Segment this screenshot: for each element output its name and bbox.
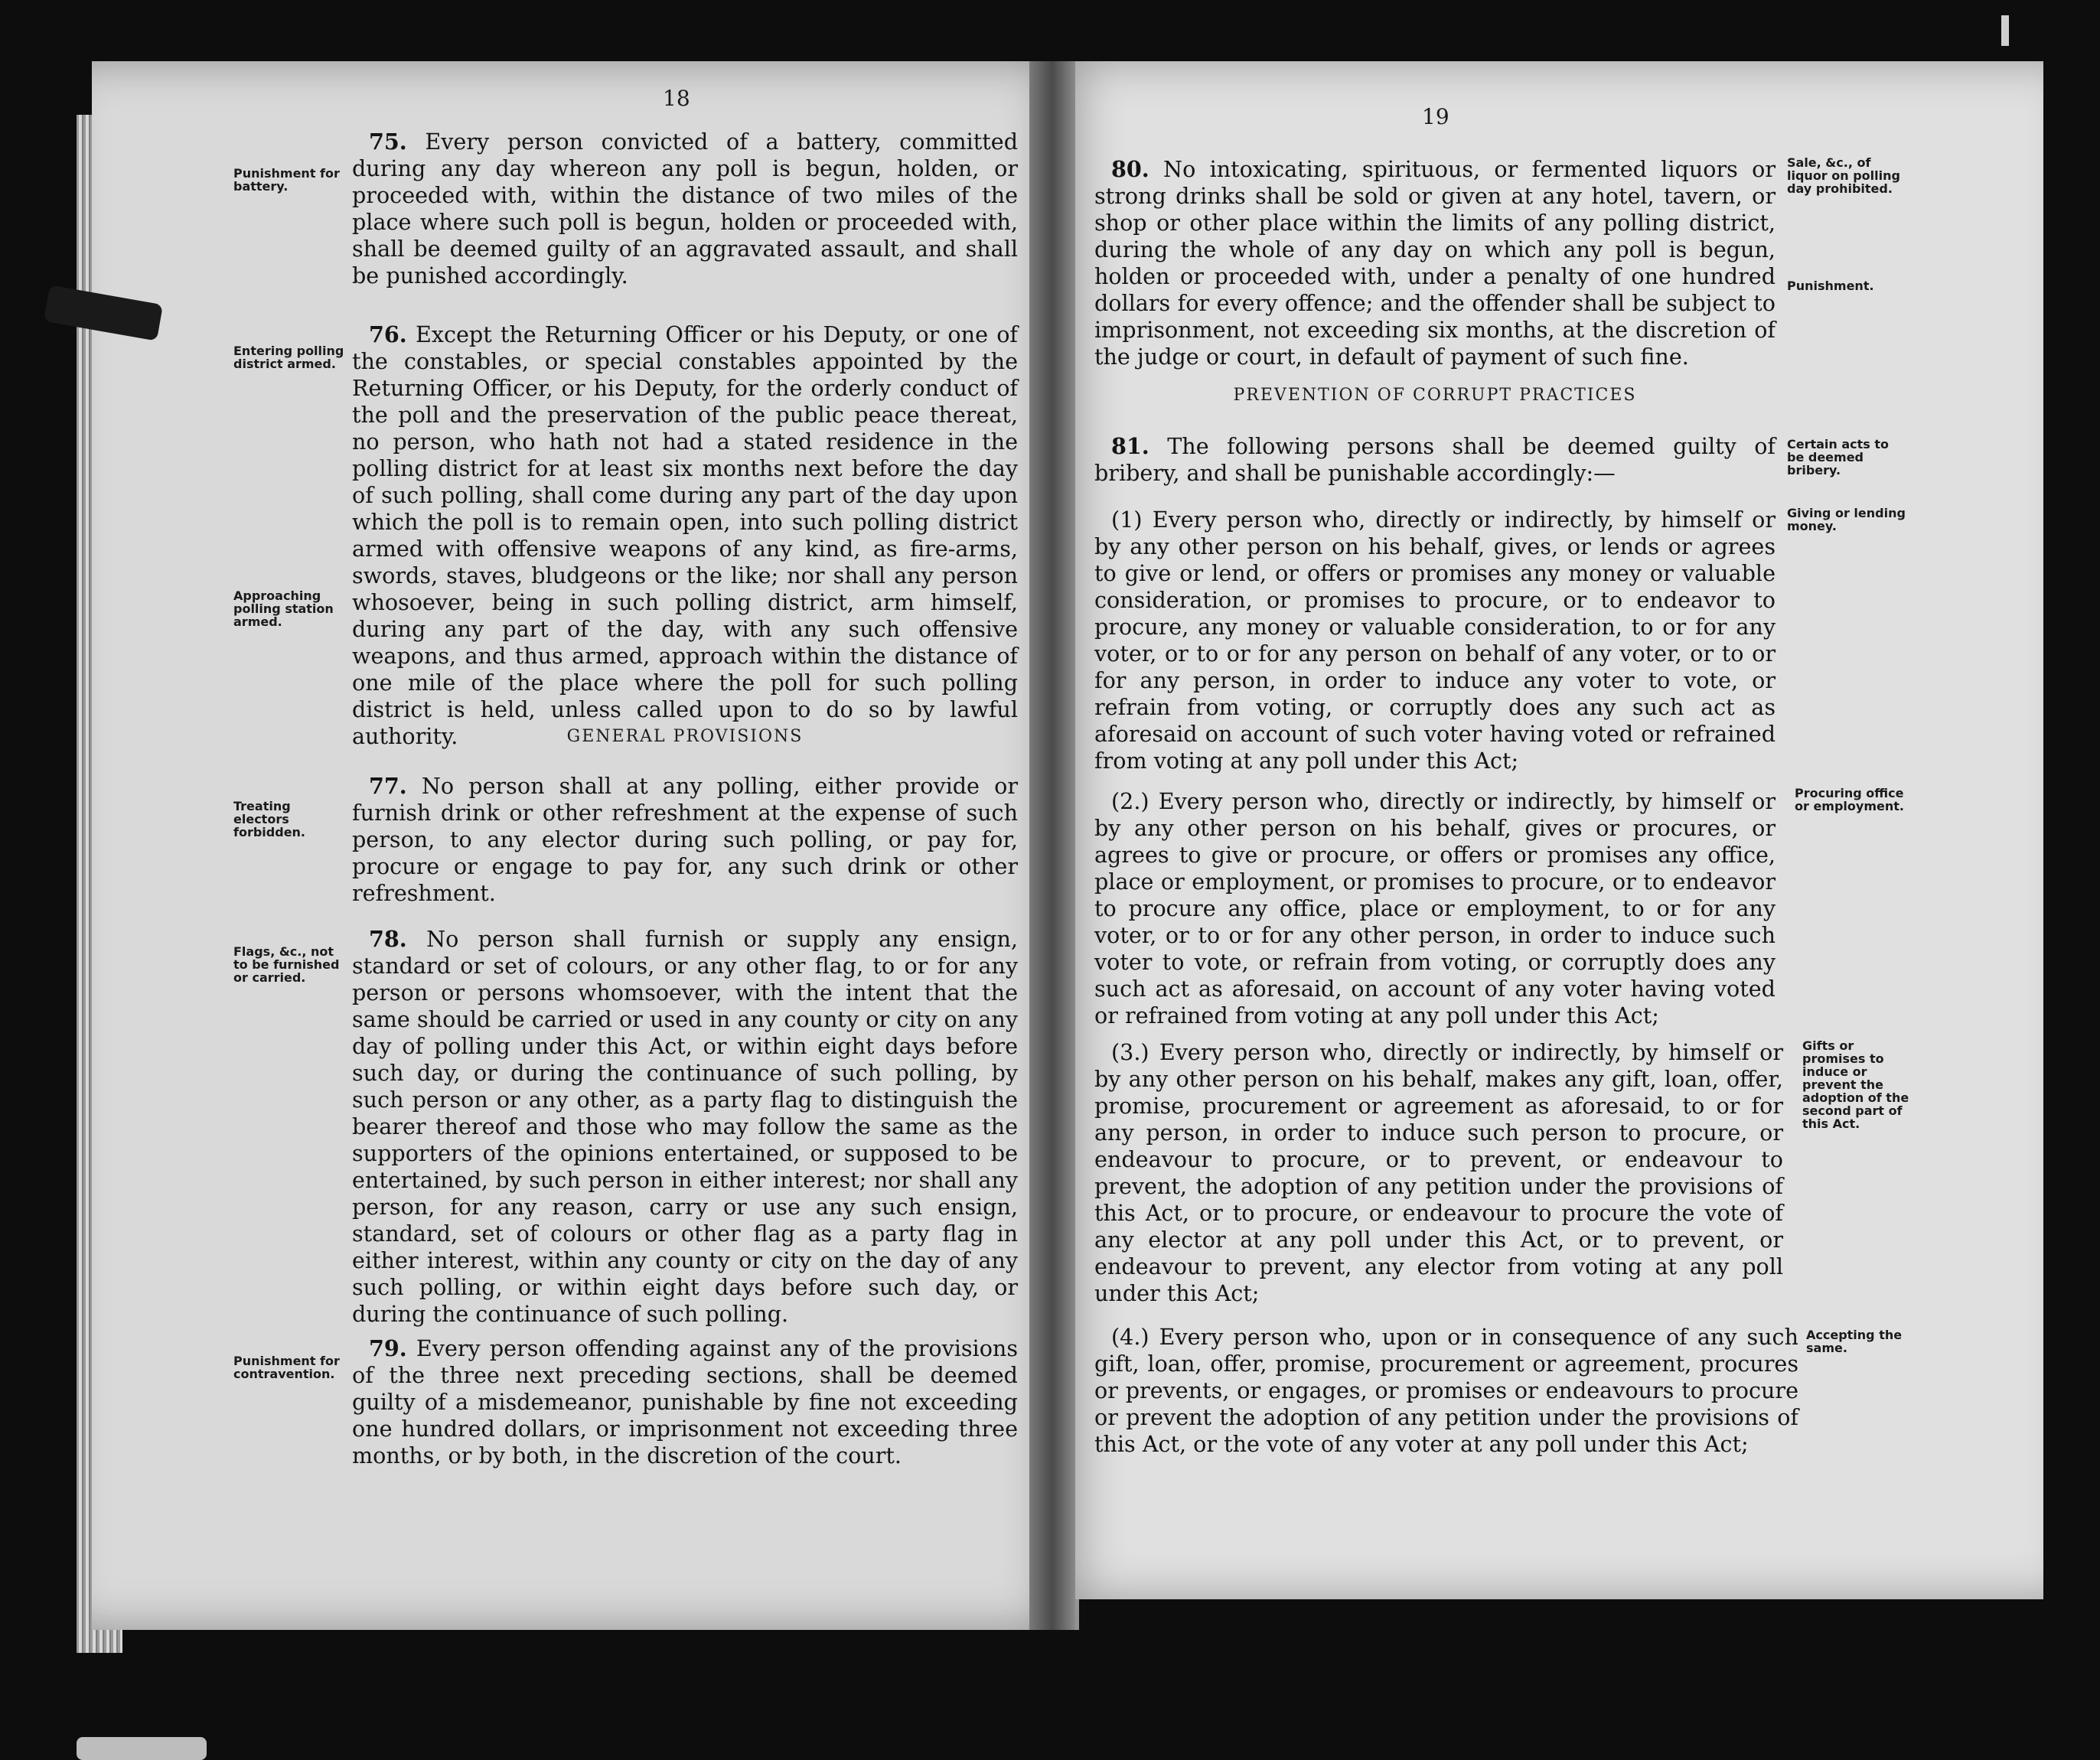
section-text: No person shall furnish or supply any ensign, standard or set of colours, or any other flag, to or for any person or persons whomsoever, with the intent that the same should be carried or used in any county or city on any day of polling under this Act, or within eight days before such day, or during the continuance of such polling, by such person or any other, as a party flag to distinguish the bearer thereof and those who may follow the same as the supporters of the opinions entertained, or supposed to be entertained, by such person in either interest; nor shall any person, for any reason, carry or use any such ensign, standard, set of colours or other flag as a party flag in either interest, within any county or city on the day of any such polling, or within eight days before such day, or during the continuance of such polling. (352, 926, 1018, 1327)
section-78 (352, 926, 1018, 1328)
clause-label: (3.) (1111, 1039, 1149, 1065)
section-number: 79. (369, 1335, 407, 1361)
heading-general-provisions: GENERAL PROVISIONS (566, 727, 804, 746)
clause-1 (1094, 507, 1776, 774)
margin-note-entering-armed: Entering polling district armed. (233, 344, 344, 371)
section-number: 81. (1111, 433, 1149, 459)
clause-text: Every person who, directly or indirectly, by himself or by any other person on his behalf, makes any gift, loan, offer, promise, procurement or agreement as aforesaid, to or for any person, in order to induce such person to procure, or endeavour to procure, or to prevent, or endeavour to prevent, the adoption of any petition under the provisions of this Act, or to procure, or endeavour to procure the vote of any elector at any poll under this Act, or to prevent, or endeavour to prevent, any elector from voting at any poll under this Act; (1094, 1039, 1783, 1306)
clause-label: (2.) (1111, 788, 1149, 814)
margin-note-approaching-armed: Approaching polling station armed. (233, 588, 334, 629)
margin-note-accepting: Accepting the same. (1806, 1328, 1903, 1355)
clause-text: Every person who, upon or in consequence of any such gift, loan, offer, promise, procurement or agreement, procures or prevents, or engages, or promises or endeavours to procure or prevent the adoption of any petition under the provisions of this Act, or the vote of any voter at any poll under this Act; (1094, 1324, 1798, 1457)
section-text: Every person offending against any of the provisions of the three next preceding sections, shall be deemed guilty of a misdemeanor, punishable by fine not exceeding one hundred dollars, or imprisonment not exceeding three months, or by both, in the discretion of the court. (352, 1335, 1019, 1468)
margin-note-gifts-promises: Gifts or promises to induce or prevent the adoption of the second part of this Act. (1802, 1038, 1909, 1131)
margin-note-treating-electors: Treating electors forbidden. (233, 799, 306, 839)
margin-note-giving-money: Giving or lending money. (1787, 506, 1906, 533)
clause-3 (1094, 1039, 1783, 1307)
section-number: 78. (369, 926, 407, 952)
section-text: Every person convicted of a battery, committed during any day whereon any poll is begun, holden, or proceeded with, within the distance of two miles of the place where such poll is begun, holden or proceeded with, shall be deemed guilty of an aggravated assault, and shall be punished accordingly. (352, 129, 1018, 288)
corner-mark (2001, 15, 2009, 46)
margin-note-punishment: Punishment. (1787, 279, 1874, 293)
section-75 (352, 129, 1018, 289)
section-text: The following persons shall be deemed guilty of bribery, and shall be punishable accordingly:— (1094, 433, 1776, 486)
margin-note-flags: Flags, &c., not to be furnished or carried. (233, 944, 340, 985)
book-gutter (1029, 61, 1075, 1630)
page-number-left: 18 (663, 86, 690, 111)
heading-corrupt-practices: PREVENTION OF CORRUPT PRACTICES (1233, 386, 1637, 405)
section-text: Except the Returning Officer or his Deputy, or one of the constables, or special constables appointed by the Returning Officer, or his Deputy, for the orderly conduct of the poll and the preservation of the public peace thereat, no person, who hath not had a stated residence in the polling district for at least six months next before the day of such polling, shall come during any part of the day upon which the poll is to remain open, into such polling district armed with offensive weapons of any kind, as fire-arms, swords, staves, bludgeons or the like; nor shall any person whosoever, being in such polling district, arm himself, during any part of the day, with any such offensive weapons, and thus armed, approach within the distance of one mile of the place where the poll for such polling district is held, unless called upon to do so by lawful authority. (352, 321, 1018, 749)
clause-text: Every person who, directly or indirectly, by himself or by any other person on his behalf, gives or procures, or agrees to give or procure, or offers or promises any office, place or employment, or promises to procure, or to endeavor to procure any office, place or employment, to or for any voter, or to or for any other person, in order to induce such voter to vote, or refrain from voting, or corruptly does any such act as aforesaid, on account of any voter having voted or refrained from voting at any poll under this Act; (1094, 788, 1776, 1028)
margin-note-procuring-office: Procuring office or employment. (1795, 786, 1904, 813)
clause-label: (1) (1111, 507, 1143, 533)
section-number: 80. (1111, 156, 1149, 182)
section-number: 75. (369, 129, 407, 155)
section-81 (1094, 433, 1776, 487)
clause-text: Every person who, directly or indirectly, by himself or by any other person on his behalf, gives, or lends or agrees to give or lend, or offers or promises any money or valuable consideration, or promises to procure, or to endeavor to procure, any money or valuable consideration, to or for any voter, or to or for any person on behalf of any voter, or to or for any person, in order to induce any voter to vote, or refrain from voting, or corruptly does any such act as aforesaid on account of such voter having voted or refrained from voting at any poll under this Act; (1094, 507, 1776, 774)
clause-4 (1094, 1324, 1798, 1458)
section-77 (352, 773, 1018, 907)
clause-2 (1094, 788, 1776, 1029)
page-number-right: 19 (1422, 104, 1449, 129)
margin-note-punishment-contravention: Punishment for contravention. (233, 1354, 340, 1381)
margin-note-sale-liquor: Sale, &c., of liquor on polling day prohibited. (1787, 155, 1900, 196)
section-79 (352, 1335, 1018, 1469)
section-76 (352, 321, 1018, 750)
section-number: 77. (369, 773, 407, 799)
clause-label: (4.) (1111, 1324, 1149, 1350)
section-text: No intoxicating, spirituous, or fermented liquors or strong drinks shall be sold or given at any hotel, tavern, or shop or other place within the limits of any polling district, during the whole of any day on which any poll is begun, holden or proceeded with, under a penalty of one hundred dollars for every offence; and the offender shall be subject to imprisonment, not exceeding six months, at the discretion of the judge or court, in default of payment of such fine. (1094, 156, 1776, 370)
section-text: No person shall at any polling, either provide or furnish drink or other refreshment at the expense of such person, to any elector during such polling, or pay for, procure or engage to pay for, any such drink or other refreshment. (352, 773, 1018, 906)
section-80 (1094, 156, 1776, 370)
margin-note-bribery: Certain acts to be deemed bribery. (1787, 437, 1890, 477)
film-label (77, 1737, 207, 1760)
margin-note-punishment-battery: Punishment for battery. (233, 166, 340, 194)
section-number: 76. (369, 321, 407, 347)
